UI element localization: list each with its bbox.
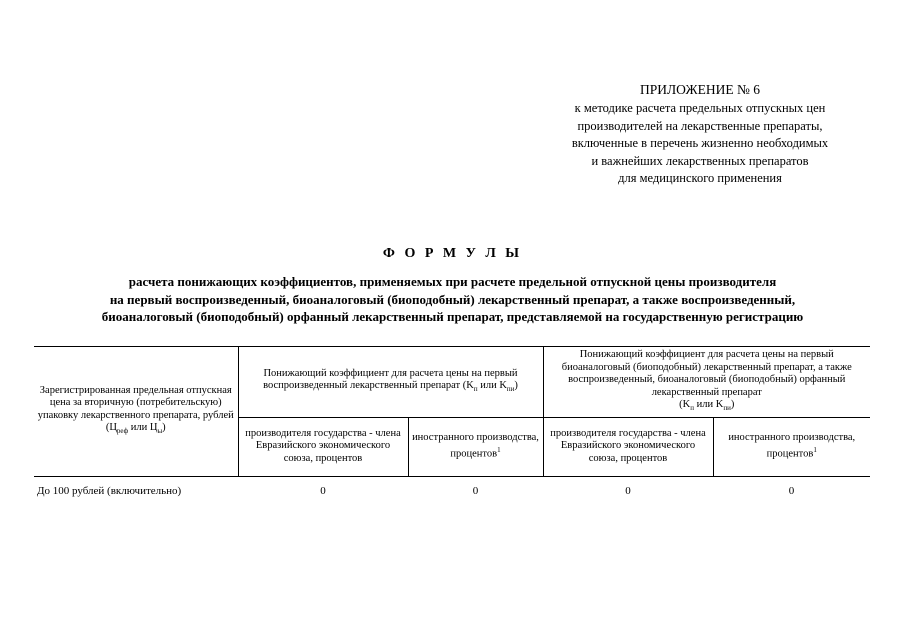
group-header-first-generic	[238, 347, 543, 418]
group-header-first-generic-text: Понижающий коэффициент для расчета цены на первый воспроизведенный лекарственный препарат	[263, 367, 518, 392]
subheader-eaeu-2: производителя государства - члена Евразийского экономического союза, процентов	[543, 417, 713, 476]
subheader-eaeu-1: производителя государства - члена Евразийского экономического союза, процентов	[238, 417, 408, 476]
subtitle-line: расчета понижающих коэффициентов, применяемых при расчете предельной отпускной цены производителя	[128, 274, 777, 289]
appendix-line: для медицинского применения	[618, 171, 782, 185]
subtitle-line: на первый воспроизведенный, биоаналоговый (биоподобный) лекарственный препарат, а также воспроизведенный,	[109, 291, 796, 307]
price-column-header-text: Зарегистрированная предельная отпускная цена за вторичную (потребительскую) упаковку лекарственного препарата, рублей	[37, 384, 234, 421]
appendix-line: и важнейших лекарственных препаратов	[591, 153, 809, 168]
value-cell: 0	[788, 484, 795, 497]
appendix-line: производителей на лекарственные препараты,	[577, 118, 823, 133]
coefficients-table	[34, 346, 870, 500]
group-header-biosimilar-orphan	[543, 347, 870, 418]
subheader-foreign-1: иностранного производства, процентов$^1$	[408, 417, 543, 476]
group1-formula: ($K_п$ или $K_{пи}$)	[462, 380, 518, 394]
appendix-line: включенные в перечень жизненно необходимых	[571, 136, 829, 150]
table-row	[34, 476, 870, 500]
document-subtitle	[20, 273, 885, 326]
appendix-line: к методике расчета предельных отпускных цен	[574, 101, 826, 115]
value-cell: 0	[625, 484, 631, 497]
price-formula: ($Ц_{реф}$ или $Ц_ы$)	[105, 422, 166, 436]
price-cell: До 100 рублей (включительно)	[37, 484, 182, 497]
group-header-biosimilar-orphan-text: Понижающий коэффициент для расчета цены на первый биоаналоговый (биоподобный) лекарственный препарат, а также воспроизведенный, биоаналоговый (биоподобный) орфанный лекарственный препарат	[561, 349, 852, 398]
group2-formula: ($K_п$ или $K_{пи}$)	[679, 399, 735, 413]
appendix-title: ПРИЛОЖЕНИЕ № 6	[639, 82, 761, 97]
value-cell: 0	[472, 484, 479, 497]
appendix-block	[540, 80, 860, 188]
subtitle-line: биоаналоговый (биоподобный) орфанный лекарственный препарат, представляемой на государственную регистрацию	[101, 309, 804, 324]
price-column-header	[34, 347, 238, 477]
value-cell: 0	[320, 484, 326, 497]
subheader-foreign-2: иностранного производства, процентов$^1$	[713, 417, 870, 476]
document-title: Ф О Р М У Л Ы	[382, 246, 523, 261]
